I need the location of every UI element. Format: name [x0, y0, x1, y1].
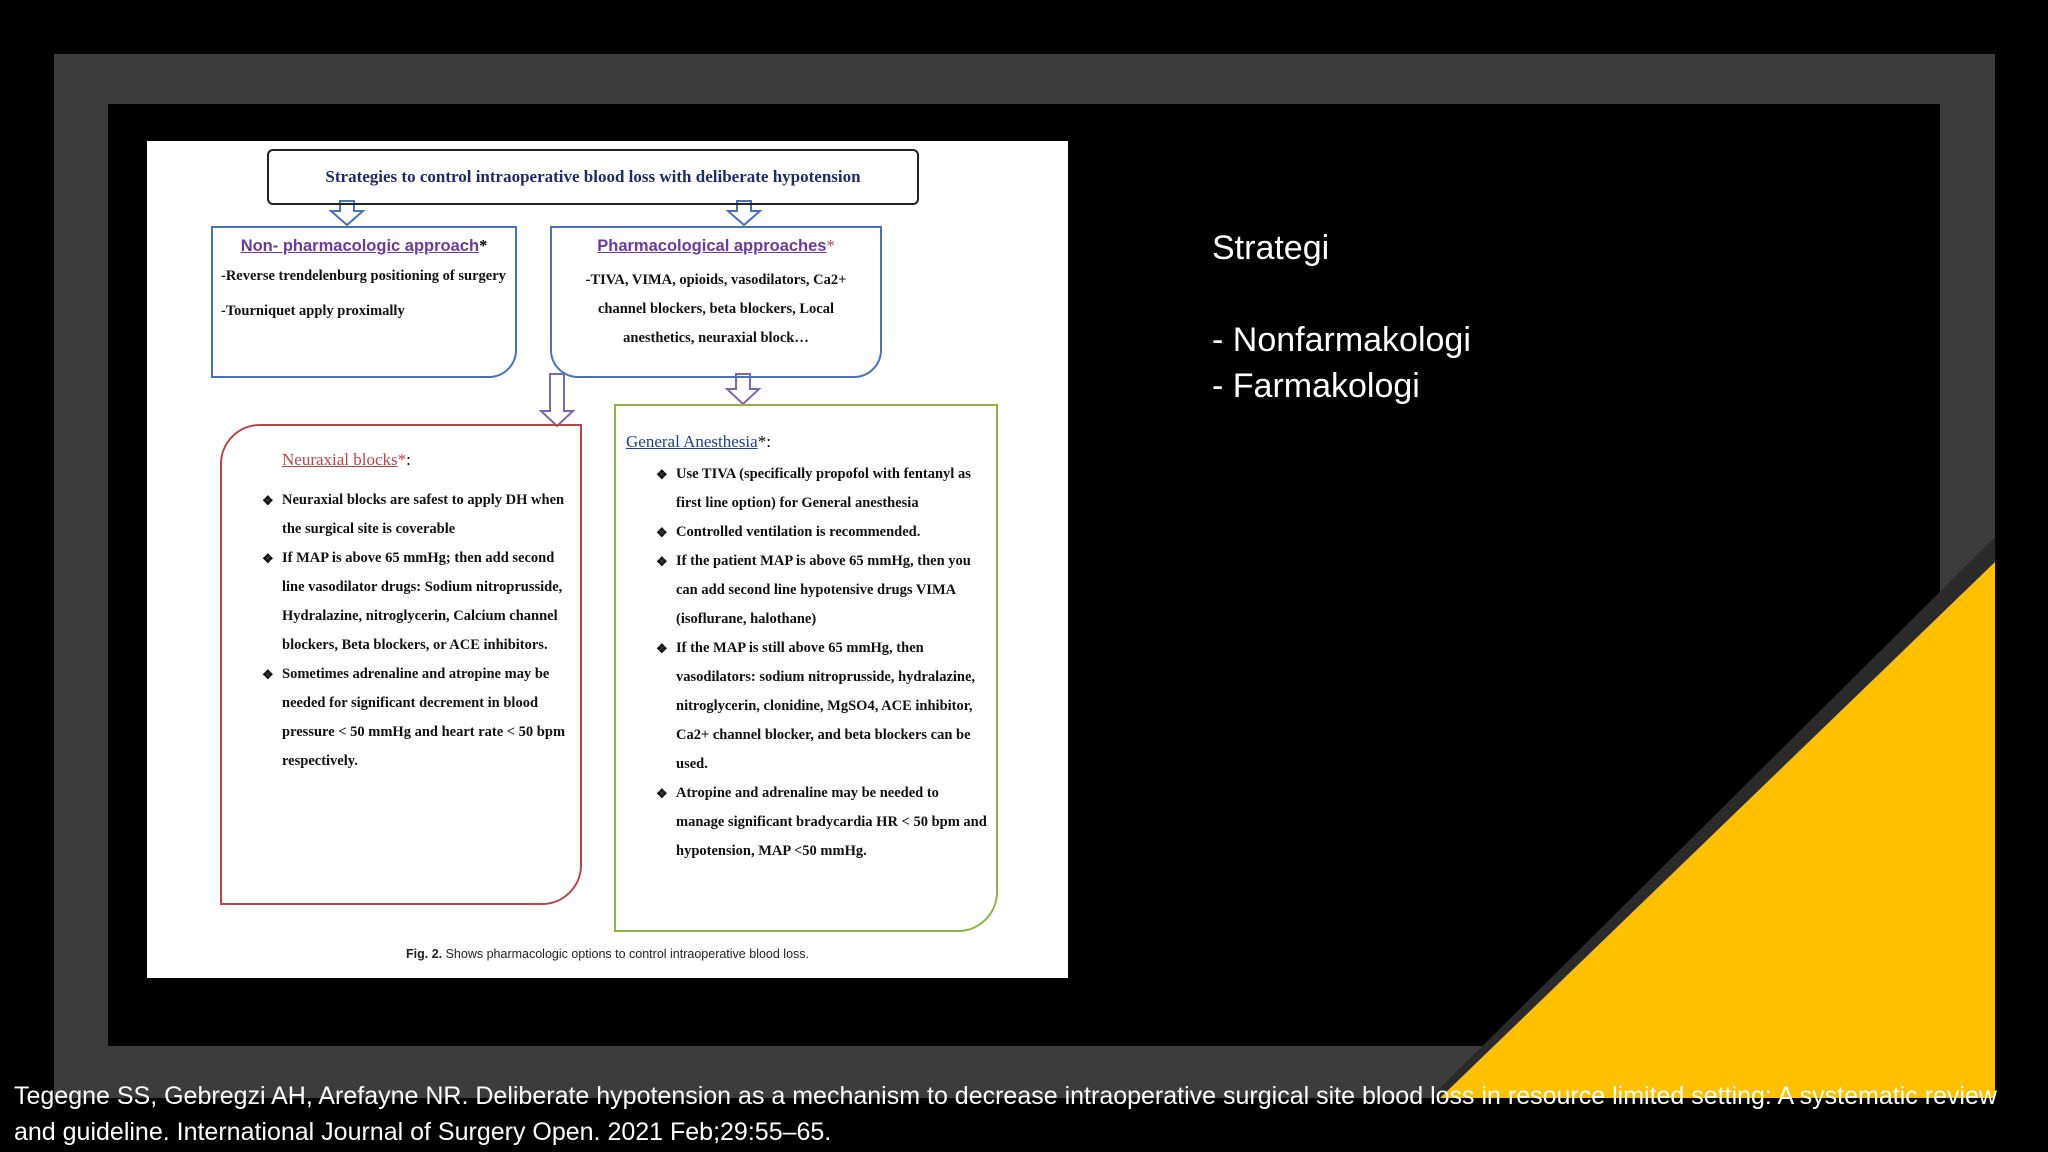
general-heading	[626, 432, 996, 452]
list-item: ❖ Sometimes adrenaline and atropine may be needed for significant decrement in blood pressure < 50 mmHg and heart rate < 50 bpm respectively.	[262, 660, 570, 776]
neuraxial-star: *	[397, 450, 407, 469]
neuraxial-heading-text: Neuraxial blocks	[282, 450, 398, 469]
pharm-item: -TIVA, VIMA, opioids, vasodilators, Ca2+ channel blockers, beta blockers, Local anesthetics, neuraxial block…	[585, 272, 847, 346]
general-colon: :	[766, 432, 771, 451]
nonpharm-body	[221, 266, 507, 322]
nonpharm-star: *	[479, 236, 488, 255]
nonpharm-heading	[213, 236, 515, 256]
neuraxial-colon: :	[406, 450, 411, 469]
neuraxial-bullet-list	[262, 486, 570, 776]
list-item: ❖ If the MAP is still above 65 mmHg, then vasodilators: sodium nitroprusside, hydralazine, nitroglycerin, clonidine, MgSO4, ACE inhibitor, Ca2+ channel blocker, and beta blockers can be used.	[656, 634, 990, 779]
pharm-heading-text: Pharmacological approaches	[597, 237, 827, 255]
nonpharm-item: -Tourniquet apply proximally	[221, 303, 405, 319]
general-star: *	[757, 432, 767, 451]
strategy-text-block	[1212, 225, 1471, 409]
neuraxial-blocks-box	[220, 424, 582, 905]
caption-label: Fig. 2.	[406, 947, 443, 961]
nonpharmacologic-box	[211, 226, 517, 378]
general-heading-text: General Anesthesia	[626, 432, 758, 451]
neuraxial-heading	[282, 450, 580, 470]
list-item: ❖ Atropine and adrenaline may be needed to manage significant bradycardia HR < 50 bpm and hypotension, MAP <50 mmHg.	[656, 779, 990, 866]
general-bullet-list	[656, 460, 990, 866]
figure-image	[147, 141, 1068, 978]
strategy-item: - Farmakologi	[1212, 367, 1420, 405]
general-anesthesia-box	[614, 404, 998, 932]
caption-text: Shows pharmacologic options to control intraoperative blood loss.	[442, 947, 809, 961]
pharm-heading	[552, 236, 880, 256]
nonpharm-item: -Reverse trendelenburg positioning of surgery	[221, 268, 506, 284]
list-item: ❖ Neuraxial blocks are safest to apply DH when the surgical site is coverable	[262, 486, 570, 544]
list-item: ❖ Controlled ventilation is recommended.	[656, 518, 990, 547]
pharmacological-box	[550, 226, 882, 378]
nonpharm-heading-text: Non- pharmacologic approach	[240, 237, 480, 255]
list-item: ❖ If the patient MAP is above 65 mmHg, then you can add second line hypotensive drugs VIMA (isoflurane, halothane)	[656, 547, 990, 634]
citation-text: Tegegne SS, Gebregzi AH, Arefayne NR. Deliberate hypotension as a mechanism to decrease intraoperative surgical site blood loss in resource limited setting: A systematic review and guideline. International Journal of Surgery Open. 2021 Feb;29:55–65.	[14, 1082, 1997, 1146]
figure-title: Strategies to control intraoperative blood loss with deliberate hypotension	[267, 149, 919, 205]
pharm-star: *	[826, 236, 835, 255]
strategy-heading: Strategi	[1212, 229, 1330, 267]
figure-caption	[147, 947, 1068, 961]
list-item: ❖ Use TIVA (specifically propofol with fentanyl as first line option) for General anesthesia	[656, 460, 990, 518]
strategy-item: - Nonfarmakologi	[1212, 321, 1471, 359]
list-item: ❖ If MAP is above 65 mmHg; then add second line vasodilator drugs: Sodium nitroprusside, Hydralazine, nitroglycerin, Calcium channel blockers, Beta blockers, or ACE inhibitors.	[262, 544, 570, 660]
